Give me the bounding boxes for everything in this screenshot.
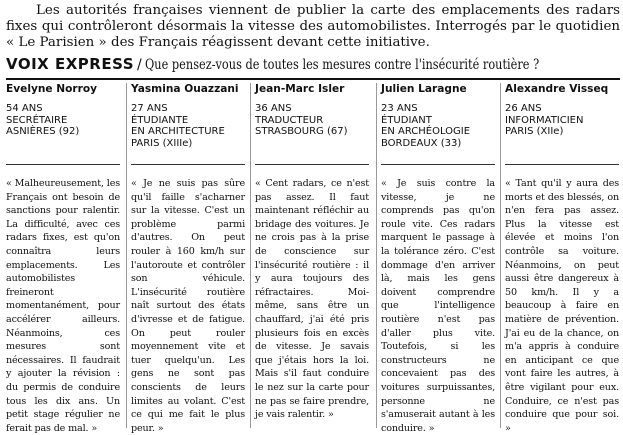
person-details xyxy=(381,103,495,149)
interview-column-3 xyxy=(255,83,369,428)
person-quote: « Je ne suis pas sûre qu'il faille s'acharner sur la vitesse. C'est un problème parmi d'autres. On peut rouler à 160 km/h sur l'autoroute et contrôler son véhicule. L'insécurité routière naît surtout des états d'ivresse et de fatigue. On peut rouler moyennement vite et tuer quelqu'un. Les gens ne sont pas conscients de leurs limites au volant. C'est ce qui me fait le plus peur. » xyxy=(131,178,245,434)
person-details xyxy=(131,103,245,149)
column-rule xyxy=(255,164,369,165)
person-name: Alexandre Visseq xyxy=(505,83,609,95)
person-job: ÉTUDIANTE xyxy=(131,114,189,126)
person-age: 23 ANS xyxy=(381,103,418,114)
person-details xyxy=(255,103,369,138)
person-job: SECRÉTAIRE xyxy=(6,114,68,126)
person-city: PARIS (XIIIe) xyxy=(131,137,193,149)
column-rule xyxy=(505,164,619,165)
person-job-field: EN ARCHITECTURE xyxy=(131,126,225,137)
interview-column-2 xyxy=(131,83,245,434)
person-city: ASNIÈRES (92) xyxy=(6,126,80,137)
title-separator: / xyxy=(137,57,142,73)
person-name: Julien Laragne xyxy=(381,83,467,95)
interview-column-1 xyxy=(6,83,120,434)
person-quote: « Malheureusement, les Français ont besoin de sanctions pour ralentir. La difficulté, avec ces radars fixes, est qu'on connaîtra leurs emplacements. Les automobilistes freineront momentanément, pour accélérer ailleurs. Néanmoins, ces mesures sont nécessaires. Il faudrait y ajouter la révision : du permis de conduire tous les dix ans. Un petit stage régulier ne ferait pas de mal. » xyxy=(6,178,120,434)
section-title: VOIX EXPRESS xyxy=(6,55,134,73)
person-age: 36 ANS xyxy=(255,103,292,114)
person-quote: « Cent radars, ce n'est pas assez. Il faut maintenant réfléchir au bridage des voitures. Je ne crois pas à la prise de conscience sur l'insécurité routière : il y aura toujours des réfractaires. Moi-même, sans être un chauffard, j'ai été pris plusieurs fois en excès de vitesse. Je savais que j'étais hors la loi. Mais s'il faut conduire le nez sur la carte pour ne pas se faire prendre, je vais ralentir. » xyxy=(255,178,369,421)
person-quote: « Tant qu'il y aura des morts et des blessés, on n'en fera pas assez. Plus la vitesse est élevée et moins l'on contrôle sa voiture. Néanmoins, on peut aussi être dangereux à 50 km/h. Il y a beaucoup à faire en matière de prévention. J'ai eu de la chance, on m'a appris à conduire en anticipant ce que vont faire les autres, à être vigilant pour eux. Conduire, ce n'est pas conduire que pour soi. » xyxy=(505,178,619,434)
person-age: 27 ANS xyxy=(131,103,168,114)
person-city: PARIS (XIIe) xyxy=(505,126,564,137)
person-job: TRADUCTEUR xyxy=(255,114,324,126)
person-details xyxy=(505,103,619,138)
person-age: 26 ANS xyxy=(505,103,542,114)
section-question: Que pensez-vous de toutes les mesures contre l'insécurité routière ? xyxy=(144,57,539,73)
section-header xyxy=(6,55,620,75)
person-age: 54 ANS xyxy=(6,103,43,114)
person-details xyxy=(6,103,120,138)
person-job: INFORMATICIEN xyxy=(505,114,584,126)
column-rule xyxy=(381,164,495,165)
intro-paragraph: Les autorités françaises viennent de publier la carte des emplacements des radars fixes qui contrôleront désormais la vitesse des automobilistes. Interrogés par le quotidien « Le Parisien » des Français réagissent devant cette initiative. xyxy=(6,3,620,50)
person-name: Jean-Marc Isler xyxy=(255,83,345,95)
person-city: STRASBOURG (67) xyxy=(255,126,348,137)
interview-column-5 xyxy=(505,83,619,434)
column-rule xyxy=(131,164,245,165)
person-name: Evelyne Norroy xyxy=(6,83,98,95)
interview-column-4 xyxy=(381,83,495,434)
column-rule xyxy=(6,164,120,165)
header-rule xyxy=(6,78,620,80)
person-city: BORDEAUX (33) xyxy=(381,137,462,149)
person-job-field: EN ARCHÉOLOGIE xyxy=(381,126,471,137)
person-job: ÉTUDIANT xyxy=(381,114,432,126)
person-name: Yasmina Ouazzani xyxy=(131,83,239,95)
person-quote: « Je suis contre la vitesse, je ne comprends pas qu'on roule vite. Ces radars marquent le passage à la tolérance zéro. C'est dommage d'en arriver là, mais les gens doivent comprendre que l'intelligence routière n'est pas d'aller plus vite. Toutefois, si les constructeurs ne concevaient pas des voitures surpuissantes, personne ne s'amuserait autant à les conduire. » xyxy=(381,178,495,434)
